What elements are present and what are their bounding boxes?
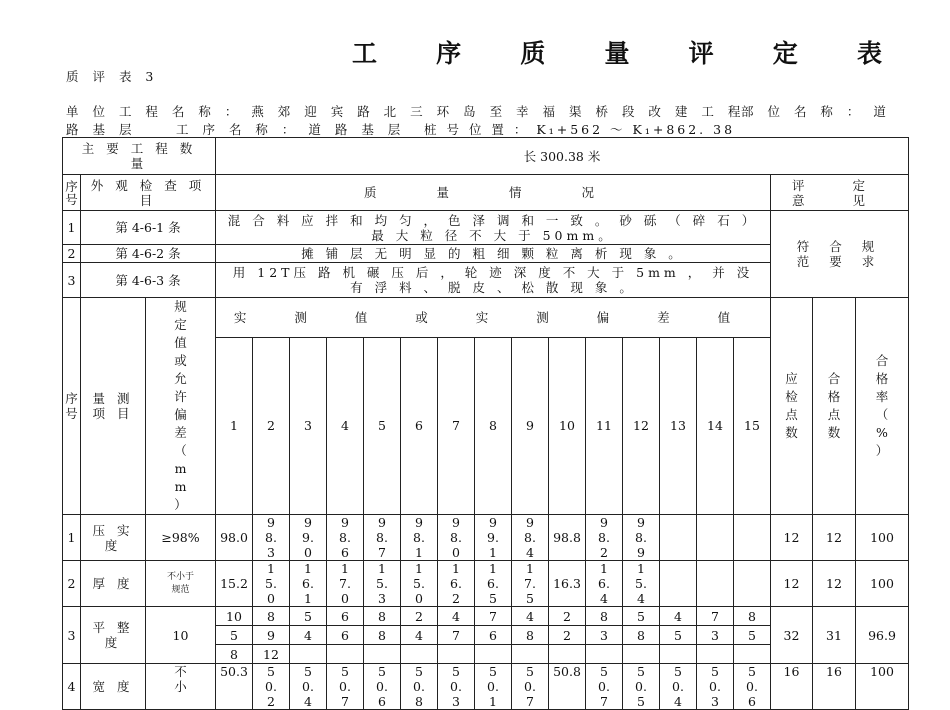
title-char: 表 [856,39,882,68]
pass-count: 31 [813,607,856,664]
measured-value: 15.0 [253,561,290,607]
part-name-value: 路 基 层 [66,122,137,137]
measured-value: 50.5 [623,664,660,710]
measure-row-spec: 不小于规范 [146,561,216,607]
measured-value [623,645,660,664]
measured-value: 3 [586,626,623,645]
spec-header: 规定值或允许偏差（ mm ） [146,298,216,515]
measured-value: 8 [586,607,623,626]
measured-value: 2 [549,626,586,645]
column-number: 5 [364,337,401,514]
measure-row-no: 1 [63,515,81,561]
measured-value: 50.3 [697,664,734,710]
column-number: 8 [475,337,512,514]
measured-value [734,645,771,664]
measured-value: 7 [475,607,512,626]
measure-row-item: 厚 度 [81,561,146,607]
appearance-row-no: 1 [63,211,81,245]
measure-item-header: 量 测 项 目 [81,298,146,515]
appearance-row-item: 第 4-6-3 条 [81,263,216,298]
column-number: 4 [327,337,364,514]
form-number: 质 评 表 3 [66,69,159,84]
opinion-value: 符 合 规 范 要 求 [771,211,909,298]
measure-row-item: 压 实 度 [81,515,146,561]
appearance-row-no: 2 [63,245,81,263]
measure-row-no: 4 [63,664,81,710]
part-name-label: 部 位 名 称 ： 道 [741,104,891,119]
measure-seq-header: 序号 [63,298,81,515]
appearance-row-no: 3 [63,263,81,298]
should-check-count: 16 [771,664,813,710]
measured-value: 99.1 [475,515,512,561]
measured-value: 50.7 [586,664,623,710]
measured-value: 50.8 [401,664,438,710]
measured-value: 4 [401,626,438,645]
measured-value: 98.9 [623,515,660,561]
measured-value [549,645,586,664]
measured-value [438,645,475,664]
measured-value: 3 [697,626,734,645]
column-number: 9 [512,337,549,514]
opinion-header: 评 定 意 见 [771,175,909,211]
measured-value: 8 [512,626,549,645]
measured-value: 50.3 [438,664,475,710]
measured-value: 8 [364,607,401,626]
measured-value: 4 [290,626,327,645]
should-check-count: 32 [771,607,813,664]
measured-value: 8 [734,607,771,626]
should-check-count: 12 [771,515,813,561]
measured-value [660,645,697,664]
measured-value: 6 [327,607,364,626]
measured-value: 4 [660,607,697,626]
measured-value [660,515,697,561]
document-title [352,34,882,70]
pass-rate: 96.9 [856,607,909,664]
appearance-row-text: 用 12T压 路 机 碾 压 后 ， 轮 迹 深 度 不 大 于 5mm ， 并 没 有 浮 料 、 脱 皮 、 松 散 现 象 。 [216,263,771,298]
measured-value: 17.0 [327,561,364,607]
measure-row-item: 平 整 度 [81,607,146,664]
measured-value: 16.3 [549,561,586,607]
measure-row-spec: 10 [146,607,216,664]
pass-count-header: 合格点数 [813,298,856,515]
measured-value [660,561,697,607]
title-char: 定 [772,39,798,68]
measured-value: 98.6 [327,515,364,561]
title-char: 序 [436,39,462,68]
appearance-row-item: 第 4-6-2 条 [81,245,216,263]
column-number: 7 [438,337,475,514]
unit-project-name: 单 位 工 程 名 称 ： 燕 郊 迎 宾 路 北 三 环 岛 至 幸 福 渠 桥 段 改 建 工 程 [66,104,746,119]
measured-value: 2 [401,607,438,626]
measured-value [290,645,327,664]
measured-value: 50.8 [549,664,586,710]
column-number: 14 [697,337,734,514]
measured-value: 12 [253,645,290,664]
measured-value [697,515,734,561]
title-char: 工 [352,39,378,68]
pass-count: 12 [813,515,856,561]
measured-value: 6 [475,626,512,645]
measured-value [512,645,549,664]
pass-rate: 100 [856,664,909,710]
measured-value: 50.3 [216,664,253,710]
measured-header: 实 测 值 或 实 测 偏 差 值 [216,298,771,338]
column-number: 2 [253,337,290,514]
column-number: 12 [623,337,660,514]
quality-header: 质 量 情 况 [216,175,771,211]
measured-value: 98.0 [216,515,253,561]
should-check-header: 应检点数 [771,298,813,515]
title-char: 量 [604,39,630,68]
measured-value: 98.4 [512,515,549,561]
pass-rate: 100 [856,561,909,607]
measured-value: 5 [660,626,697,645]
main-quantity-label: 主 要 工 程 数 量 [63,138,216,175]
measured-value: 10 [216,607,253,626]
measured-value [734,561,771,607]
measured-value: 15.0 [401,561,438,607]
measured-value: 98.2 [586,515,623,561]
measured-value: 5 [290,607,327,626]
measured-value: 98.1 [401,515,438,561]
column-number: 1 [216,337,253,514]
measured-value: 50.6 [734,664,771,710]
appearance-row-text: 混 合 料 应 拌 和 均 匀 ， 色 泽 调 和 一 致 。 砂 砾 （ 碎 石 ） 最 大 粒 径 不 大 于 50mm。 [216,211,771,245]
measured-value: 15.4 [623,561,660,607]
measured-value: 16.4 [586,561,623,607]
measured-value [734,515,771,561]
measure-row-no: 2 [63,561,81,607]
measured-value: 9 [253,626,290,645]
measured-value: 17.5 [512,561,549,607]
measured-value: 4 [438,607,475,626]
measured-value: 5 [734,626,771,645]
measured-value: 16.5 [475,561,512,607]
measured-value: 8 [253,607,290,626]
measured-value: 15.3 [364,561,401,607]
measured-value: 50.7 [512,664,549,710]
measured-value: 98.7 [364,515,401,561]
measured-value: 50.4 [290,664,327,710]
pass-rate-header: 合格率（ % ） [856,298,909,515]
measured-value: 50.6 [364,664,401,710]
measured-value [697,645,734,664]
should-check-count: 12 [771,561,813,607]
measured-value [697,561,734,607]
column-number: 15 [734,337,771,514]
quality-evaluation-table [62,137,909,710]
measured-value: 8 [216,645,253,664]
measure-row-spec: ≥98% [146,515,216,561]
measured-value: 2 [549,607,586,626]
measured-value: 16.2 [438,561,475,607]
column-number: 10 [549,337,586,514]
measured-value: 7 [697,607,734,626]
measured-value: 50.2 [253,664,290,710]
measure-row-spec: 不小 [146,664,216,710]
measured-value [364,645,401,664]
appearance-header: 外 观 检 查 项 目 [81,175,216,211]
column-number: 13 [660,337,697,514]
station-position: 桩 号 位 置 ： K₁+562 ～ K₁+862. 38 [424,122,736,137]
measured-value: 4 [512,607,549,626]
title-char: 质 [520,39,546,68]
measured-value [586,645,623,664]
measured-value: 98.8 [549,515,586,561]
measured-value: 8 [364,626,401,645]
measured-value: 50.4 [660,664,697,710]
measured-value [327,645,364,664]
pass-rate: 100 [856,515,909,561]
measured-value [401,645,438,664]
measured-value: 50.1 [475,664,512,710]
measured-value: 99.0 [290,515,327,561]
process-name: 工 序 名 称 ： 道 路 基 层 [176,122,406,137]
measured-value: 16.1 [290,561,327,607]
pass-count: 16 [813,664,856,710]
column-number: 11 [586,337,623,514]
measured-value: 50.7 [327,664,364,710]
appearance-row-item: 第 4-6-1 条 [81,211,216,245]
measured-value: 5 [216,626,253,645]
main-quantity-value: 长 300.38 米 [216,138,909,175]
title-char: 评 [688,39,714,68]
measured-value: 8 [623,626,660,645]
measure-row-item: 宽 度 [81,664,146,710]
seq-header: 序号 [63,175,81,211]
measured-value: 98.0 [438,515,475,561]
measured-value: 6 [327,626,364,645]
measured-value [475,645,512,664]
measured-value: 5 [623,607,660,626]
pass-count: 12 [813,561,856,607]
column-number: 3 [290,337,327,514]
column-number: 6 [401,337,438,514]
measure-row-no: 3 [63,607,81,664]
measured-value: 15.2 [216,561,253,607]
measured-value: 7 [438,626,475,645]
measured-value: 98.3 [253,515,290,561]
appearance-row-text: 摊 铺 层 无 明 显 的 粗 细 颗 粒 离 析 现 象 。 [216,245,771,263]
